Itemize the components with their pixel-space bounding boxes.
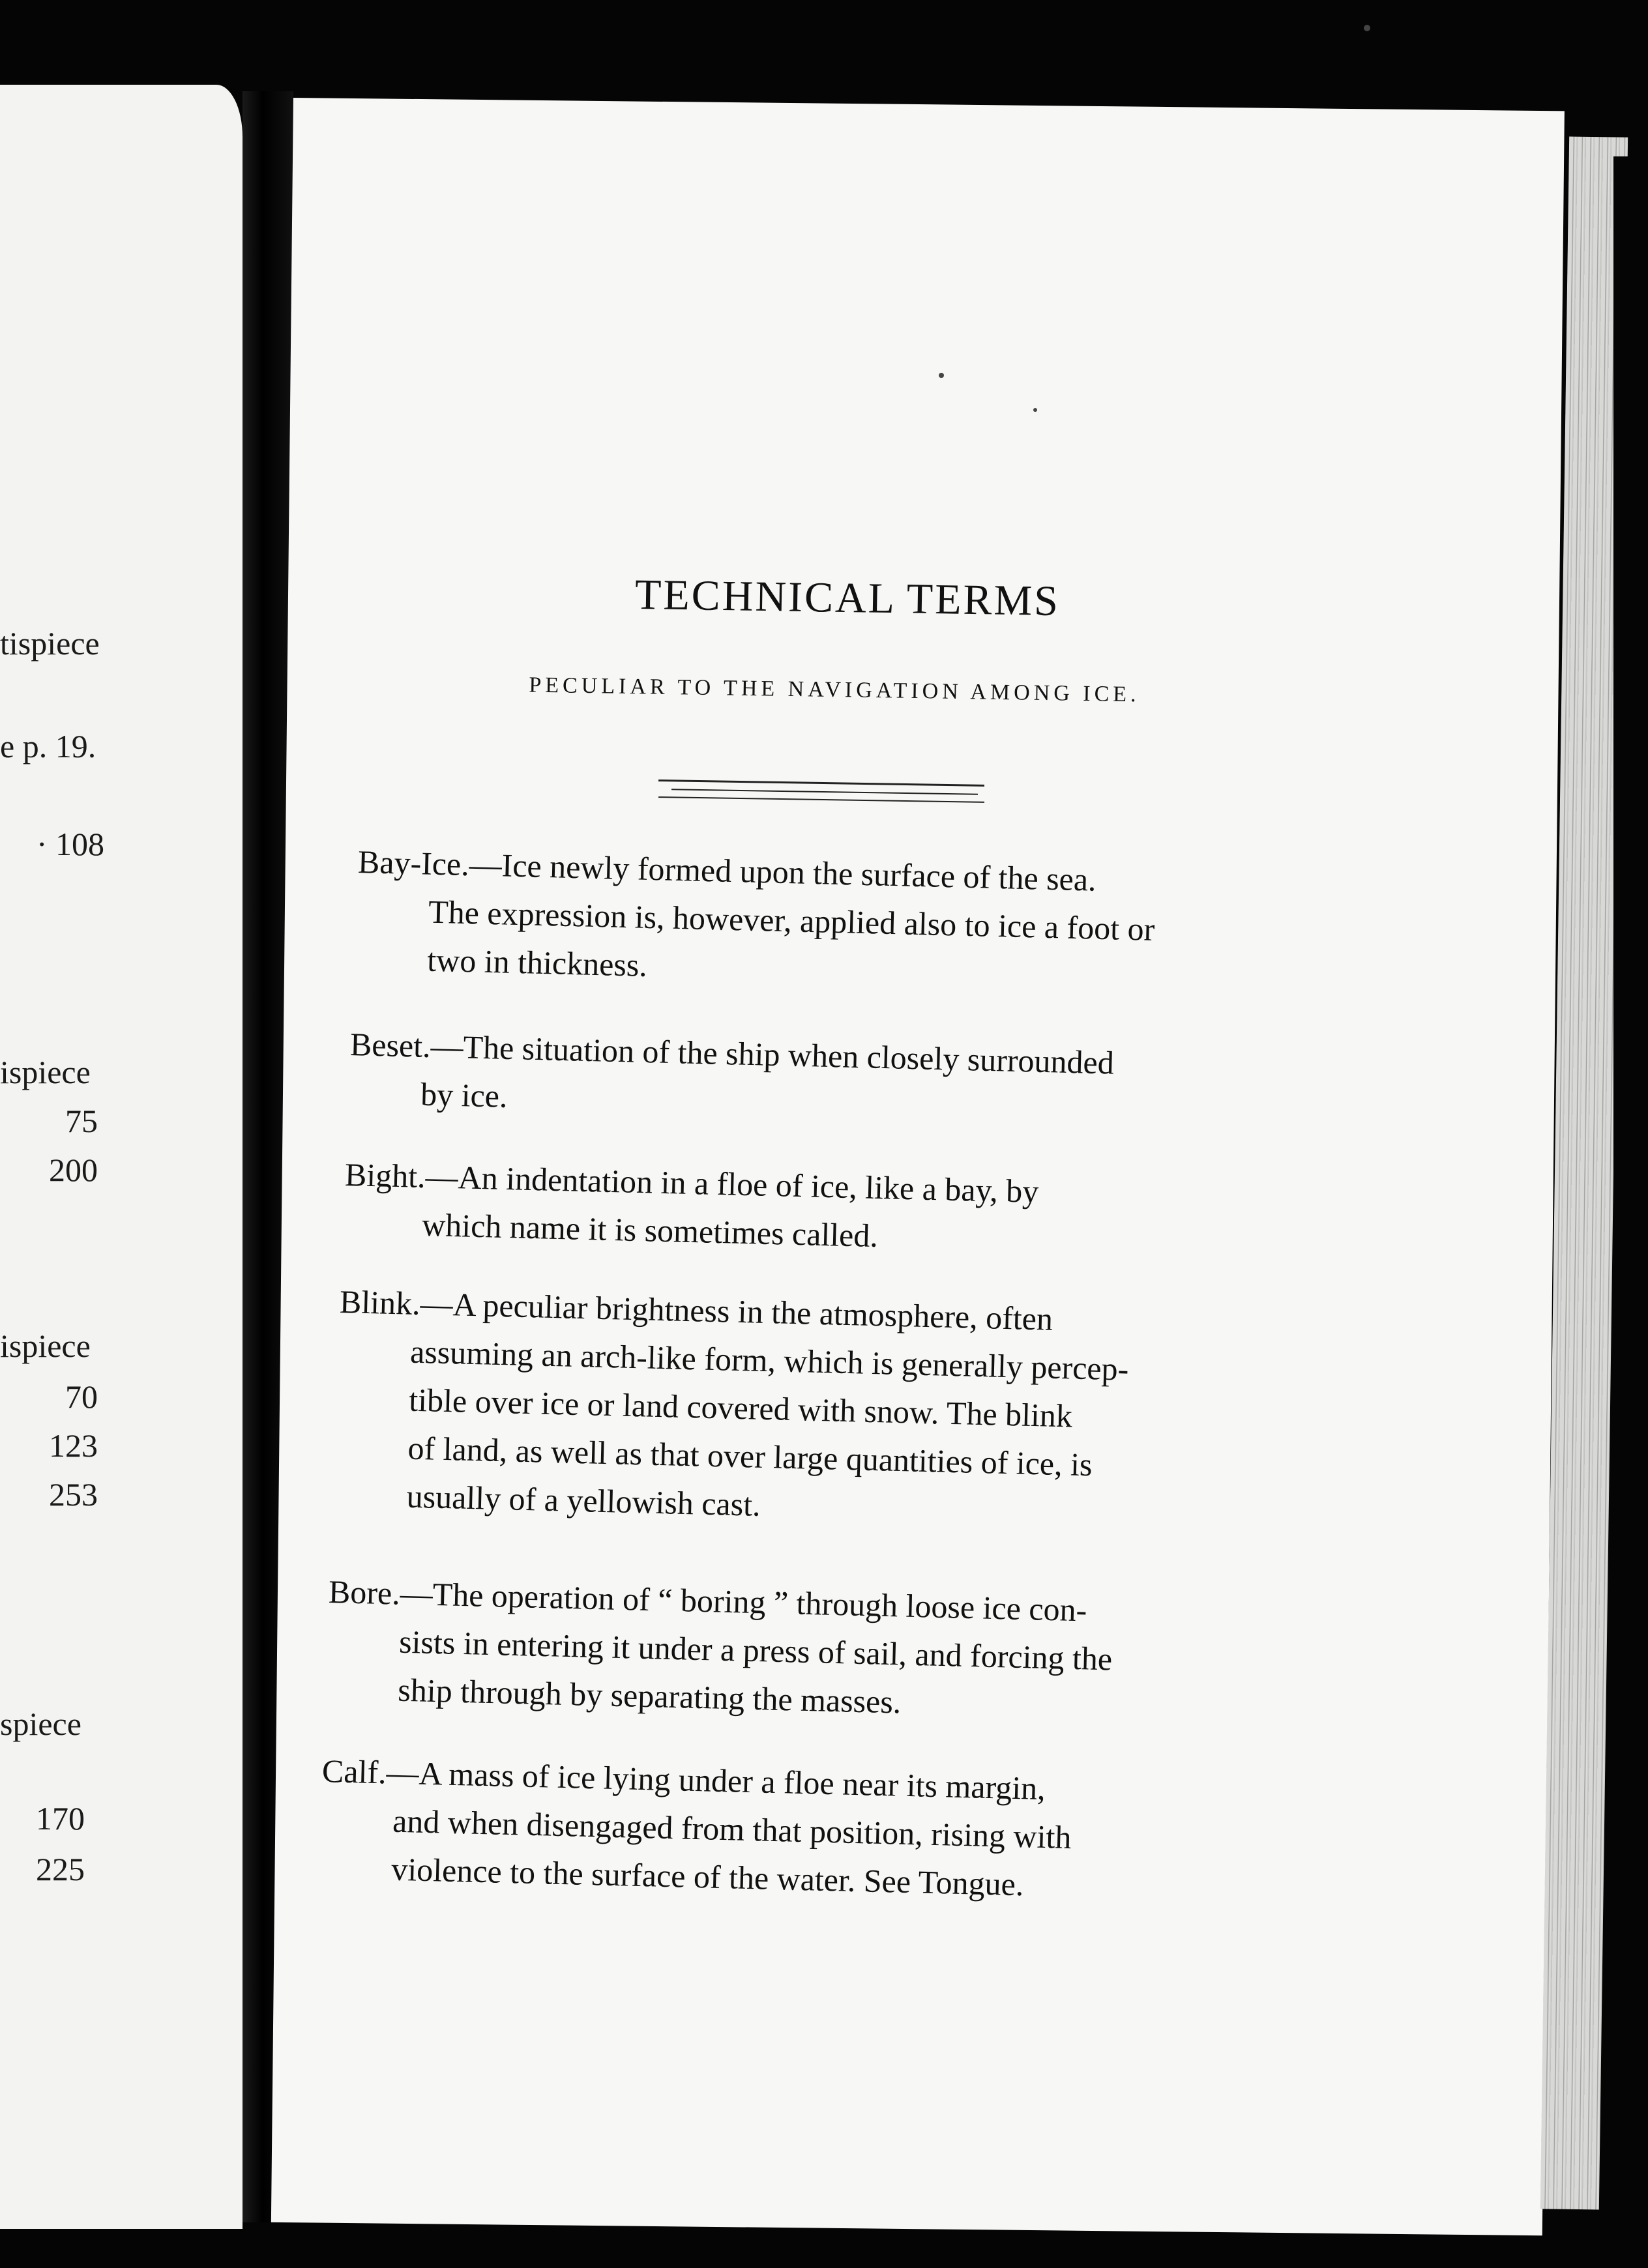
left-line: 170 bbox=[36, 1800, 85, 1837]
entry-line: The expression is, however, applied also to ice a foot or bbox=[428, 893, 1155, 948]
left-line: ispiece bbox=[0, 1054, 91, 1090]
left-line: 225 bbox=[36, 1851, 85, 1887]
entry-line: tible over ice or land covered with snow. The blink bbox=[408, 1381, 1073, 1434]
glossary-entry-blink bbox=[334, 1277, 1279, 1541]
left-line: e p. 19. bbox=[0, 728, 96, 764]
entry-line: usually of a yellowish cast. bbox=[406, 1477, 761, 1523]
page-subtitle: PECULIAR TO THE NAVIGATION AMONG ICE. bbox=[529, 673, 1140, 707]
entry-line: Bay-Ice.—Ice newly formed upon the surface of the sea. bbox=[357, 843, 1097, 898]
scan-speck bbox=[1033, 408, 1037, 412]
entry-line: violence to the surface of the water. See Tongue. bbox=[390, 1850, 1025, 1903]
entry-line: by ice. bbox=[420, 1075, 508, 1114]
left-line: spiece bbox=[0, 1706, 81, 1742]
entry-line: sists in entering it under a press of sail, and forcing the bbox=[398, 1623, 1113, 1678]
entry-line: ship through by separating the masses. bbox=[397, 1671, 902, 1721]
left-line: 200 bbox=[49, 1152, 98, 1188]
entry-line: assuming an arch-like form, which is generally percep- bbox=[409, 1333, 1129, 1388]
scan-speck bbox=[1364, 25, 1370, 31]
left-line: tispiece bbox=[0, 625, 100, 662]
dark-margin bbox=[1613, 156, 1648, 2177]
entry-line: Bight.—An indentation in a floe of ice, like a bay, by bbox=[344, 1156, 1040, 1210]
left-line: 70 bbox=[65, 1378, 98, 1415]
glossary-entry-calf bbox=[319, 1747, 1261, 1914]
entry-line: and when disengaged from that position, rising with bbox=[392, 1802, 1072, 1856]
left-line: 123 bbox=[49, 1427, 98, 1464]
left-line: 253 bbox=[49, 1476, 98, 1513]
entry-line: Bore.—The operation of “ boring ” through loose ice con- bbox=[328, 1573, 1087, 1629]
glossary-entry-bay-ice bbox=[355, 837, 1297, 1005]
left-line: 75 bbox=[65, 1103, 98, 1139]
entry-line: of land, as well as that over large quantities of ice, is bbox=[407, 1429, 1093, 1483]
glossary-entry-bore bbox=[326, 1567, 1268, 1735]
entry-line: two in thickness. bbox=[426, 941, 648, 983]
entry-line: Blink.—A peculiar brightness in the atmosphere, often bbox=[339, 1283, 1053, 1337]
left-line: ispiece bbox=[0, 1328, 91, 1364]
entry-line: Calf.—A mass of ice lying under a floe near its margin, bbox=[321, 1752, 1046, 1807]
scan-speck bbox=[939, 373, 944, 378]
left-line: · 108 bbox=[36, 826, 104, 862]
page-title: TECHNICAL TERMS bbox=[634, 570, 1061, 626]
entry-line: Beset.—The situation of the ship when closely surrounded bbox=[349, 1025, 1115, 1081]
entry-line: which name it is sometimes called. bbox=[421, 1206, 879, 1254]
